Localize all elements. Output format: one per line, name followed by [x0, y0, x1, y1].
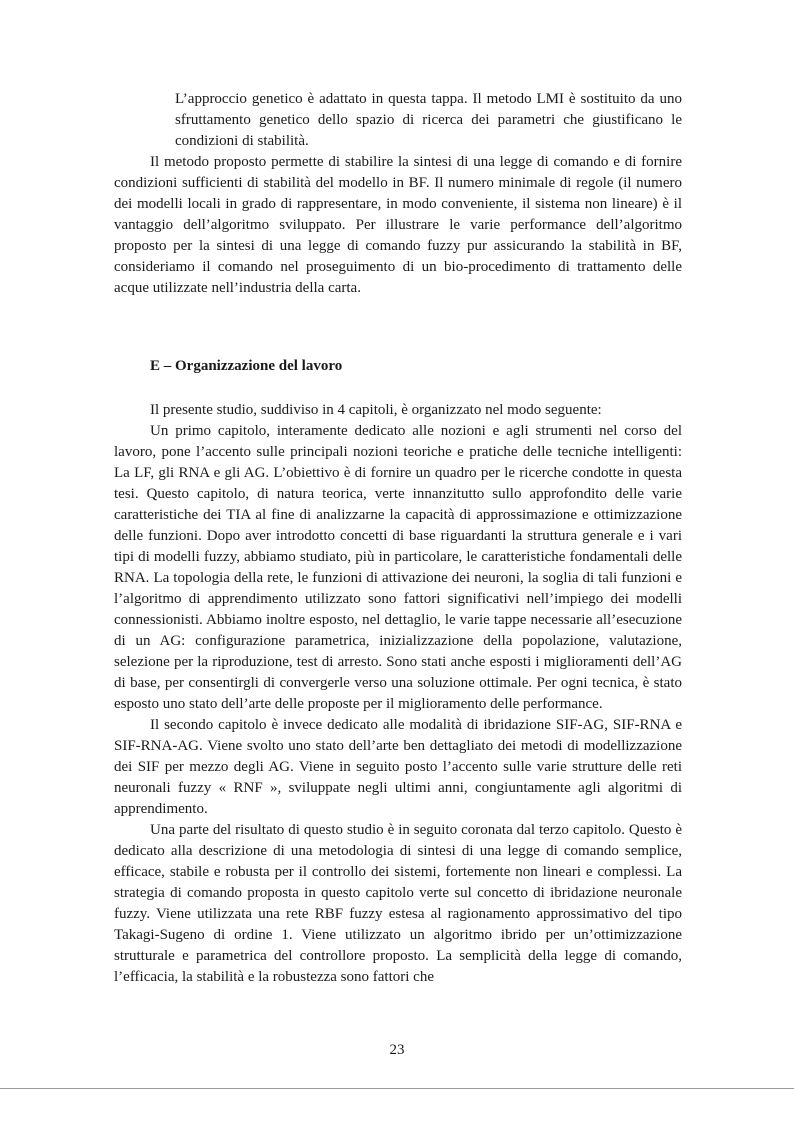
- paragraph-chapter-two: Il secondo capitolo è invece dedicato alle modalità di ibridazione SIF-AG, SIF-RNA e SIF-RNA-AG. Viene svolto uno stato dell’arte ben dettagliato dei metodi di modellizzazione dei SIF per mezzo degli AG. Viene in seguito posto l’accento sulle varie strutture delle reti neuronali fuzzy « RNF », sviluppate negli ultimi anni, congiuntamente agli algoritmi di apprendimento.: [114, 717, 682, 817]
- paragraph-study-overview: Il presente studio, suddiviso in 4 capitoli, è organizzato nel modo seguente:: [150, 402, 602, 418]
- paragraph-chapter-three: Una parte del risultato di questo studio è in seguito coronata dal terzo capitolo. Questo è dedicato alla descrizione di una metodologia di sintesi di una legge di comando semplice, efficace, stabile e robusta per il controllo dei sistemi, fortemente non lineari e complessi. La strategia di comando proposta in questo capitolo verte sul concetto di ibridazione neuronale fuzzy. Viene utilizzata una rete RBF fuzzy estesa al ragionamento approssimativo del tipo Takagi-Sugeno di ordine 1. Viene utilizzato un algoritmo ibrido per un’ottimizzazione strutturale e parametrica del controllore proposto. La semplicità della legge di comando, l’efficacia, la stabilità e la robustezza sono fattori che: [114, 822, 682, 985]
- paragraph-chapter-one: Un primo capitolo, interamente dedicato alle nozioni e agli strumenti nel corso del lavoro, pone l’accento sulle principali nozioni teoriche e pratiche delle tecniche intelligenti: La LF, gli RNA e gli AG. L’obiettivo è di fornire un quadro per le ricerche condotte in questa tesi. Questo capitolo, di natura teorica, verte innanzitutto sullo approfondito delle varie caratteristiche dei TIA al fine di analizzarne la capacità di approssimazione e ottimizzazione delle funzioni. Dopo aver introdotto concetti di base riguardanti la struttura generale e i vari tipi di modelli fuzzy, abbiamo studiato, più in particolare, le caratteristiche fondamentali delle RNA. La topologia della rete, le funzioni di attivazione dei neuroni, la soglia di tali funzioni e l’algoritmo di apprendimento utilizzato sono fattori significativi nell’impiego dei modelli connessionisti. Abbiamo inoltre esposto, nel dettaglio, le varie tappe necessarie all’esecuzione di un AG: configurazione parametrica, inizializzazione della popolazione, valutazione, selezione per la riproduzione, test di arresto. Sono stati anche esposti i miglioramenti dell’AG di base, per consentirgli di convergerle verso una soluzione ottimale. Per ogni tecnica, è stato esposto uno stato dell’arte delle proposte per il miglioramento delle performance.: [114, 423, 682, 712]
- page-number: 23: [389, 1042, 405, 1058]
- heading-spacer: [114, 377, 682, 400]
- indented-paragraph-genetic-approach: L’approccio genetico è adattato in questa tappa. Il metodo LMI è sostituito da uno sfruttamento genetico dello spazio di ricerca dei parametri che giustificano le condizioni di stabilità.: [175, 91, 682, 149]
- page-body: [114, 89, 682, 988]
- section-spacer: [114, 299, 682, 356]
- paragraph-proposed-method: Il metodo proposto permette di stabilire la sintesi di una legge di comando e di fornire condizioni sufficienti di stabilità del modello in BF. Il numero minimale di regole (il numero dei modelli locali in grado di rappresentare, in modo conveniente, il sistema non lineare) è il vantaggio dell’algoritmo sviluppato. Per illustrare le varie performance dell’algoritmo proposto per la sintesi di una legge di comando fuzzy pur assicurando la stabilità in BF, consideriamo il comando nel proseguimento di un bio-procedimento di trattamento delle acque utilizzate nell’industria della carta.: [114, 154, 682, 296]
- section-heading: E – Organizzazione del lavoro: [150, 358, 343, 374]
- footer-divider: [0, 1088, 794, 1089]
